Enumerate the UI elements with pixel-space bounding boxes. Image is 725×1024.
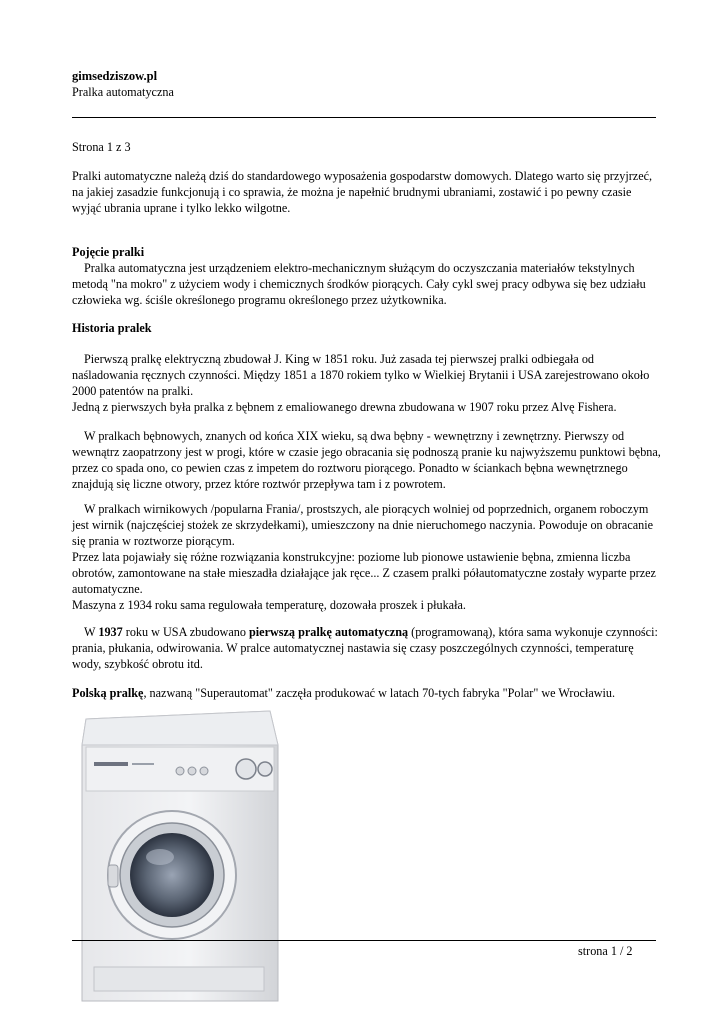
section-heading: Pojęcie pralki [72, 245, 145, 259]
definition-text: Pralka automatyczna jest urządzeniem elektro-mechanicznym służącym do oczyszczania materiałów tekstylnych metodą "na mokro" z użyciem wody i chemicznych środków piorących. Cały cykl swej pracy odbywa się bez udziału człowieka wg. ściśle określonego programu określonego przez użytkownika. [72, 261, 646, 307]
site-name: gimsedziszow.pl [72, 69, 158, 83]
year-emphasis: 1937 [98, 625, 123, 639]
history-text: Przez lata pojawiały się różne rozwiązania konstrukcyjne: poziome lub pionowe ustawienie bębna, zmienna liczba obrotów, zamontowane na stałe mieszadła działające jak ręce... Z czasem pralki półautomatyczne zostały wyparte przez automatyczne. [72, 550, 656, 596]
history-text: Maszyna z 1934 roku sama regulowała temperaturę, dozowała proszek i płukała. [72, 598, 466, 612]
history-text: Pierwszą pralkę elektryczną zbudował J. King w 1851 roku. Już zasada tej pierwszej pralki odbiegała od naśladowania ręcznych czynności. Między 1851 a 1870 rokiem tylko w Wielkiej Brytanii i USA zarejestrowano około 2000 patentów na pralki. [72, 352, 650, 398]
header-divider [72, 117, 656, 118]
history-text [72, 624, 662, 672]
first-automatic-emphasis: pierwszą pralkę automatyczną [249, 625, 409, 639]
washing-machine-image [72, 705, 284, 1007]
history-paragraph-1 [72, 351, 662, 415]
history-text: W pralkach wirnikowych /popularna Frania/, prostszych, ale piorących wolniej od poprzednich, organem roboczym jest wirnik (najczęściej stożek ze skrzydełkami), umieszczony na dnie nieruchomego naczynia. Powoduje on obracanie się prania w roztworze piorącym. [72, 502, 654, 548]
history-paragraph-4 [72, 624, 662, 672]
footer-divider [72, 940, 656, 941]
text-run: , nazwaną "Superautomat" zaczęła produkować w latach 70-tych fabryka "Polar" we Wrocławiu. [143, 686, 616, 700]
intro-text: Pralki automatyczne należą dziś do standardowego wyposażenia gospodarstw domowych. Dlatego warto się przyjrzeć, na jakiej zasadzie funkcjonują i co sprawia, że można je napełnić brudnymi ubraniami, zostawić i po pewny czasie wyjąć ubrania uprane i tylko lekko wilgotne. [72, 169, 653, 215]
history-text: W pralkach bębnowych, znanych od końca XIX wieku, są dwa bębny - wewnętrzny i zewnętrzny. Pierwszy od wewnątrz zaopatrzony jest w progi, które w czasie jego obracania się podnoszą pranie ku najwyższemu punktowi bębna, przez co spada ono, co pewien czas z impetem do roztworu piorącego. Ponadto w ściankach bębna wewnętrznego znajdują się liczne otwory, przez które roztwór przepływa tam i z powrotem. [72, 429, 661, 491]
text-run: roku w USA zbudowano [122, 625, 249, 639]
page-indicator: Strona 1 z 3 [72, 140, 131, 154]
section-heading: Historia pralek [72, 321, 152, 335]
polish-washer-emphasis: Polską pralkę [72, 686, 144, 700]
history-paragraph-5 [72, 685, 662, 701]
footer-page-number: strona 1 / 2 [578, 944, 633, 958]
text-run: W [84, 625, 99, 639]
history-paragraph-2 [72, 428, 662, 492]
section-definition [72, 244, 662, 308]
history-text [72, 685, 662, 701]
history-paragraph-3 [72, 501, 662, 613]
document-subtitle: Pralka automatyczna [72, 85, 174, 99]
text-run: (programowaną), która sama wykonuje czynności: prania, płukania, odwirowania. W pralce automatycznej nastawia się czasy poszczególnych czynności, temperaturę wody, szybkość obrotu itd. [72, 625, 658, 671]
section-history-heading [72, 320, 662, 336]
intro-paragraph [72, 168, 662, 216]
history-text: Jedną z pierwszych była pralka z bębnem z emaliowanego drewna zbudowana w 1907 roku przez Alvę Fishera. [72, 400, 617, 414]
